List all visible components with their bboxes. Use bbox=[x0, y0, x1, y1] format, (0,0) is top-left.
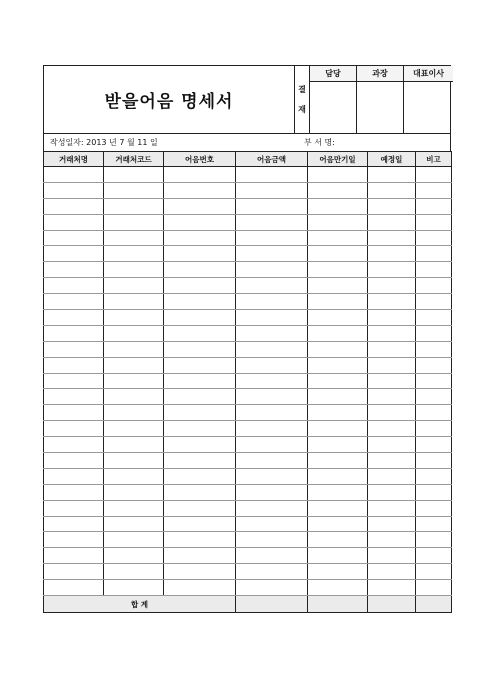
table-row bbox=[44, 294, 452, 310]
info-row bbox=[43, 133, 451, 151]
table-cell[interactable] bbox=[236, 468, 308, 484]
table-cell[interactable] bbox=[308, 167, 368, 183]
table-header-row bbox=[44, 152, 452, 167]
col-header-remarks: 비고 bbox=[416, 152, 452, 167]
table-cell[interactable] bbox=[164, 325, 236, 341]
table-row bbox=[44, 310, 452, 326]
table-cell[interactable] bbox=[308, 516, 368, 532]
table-cell[interactable] bbox=[44, 500, 104, 516]
table-cell[interactable] bbox=[236, 325, 308, 341]
table-cell[interactable] bbox=[368, 516, 416, 532]
table-cell[interactable] bbox=[308, 198, 368, 214]
table-cell[interactable] bbox=[308, 437, 368, 453]
table-row bbox=[44, 405, 452, 421]
table-cell[interactable] bbox=[44, 167, 104, 183]
table-cell[interactable] bbox=[236, 532, 308, 548]
table-cell[interactable] bbox=[164, 167, 236, 183]
approval-head-section-chief: 과장 bbox=[357, 66, 403, 82]
table-cell[interactable] bbox=[164, 532, 236, 548]
table-cell[interactable] bbox=[368, 405, 416, 421]
table-cell[interactable] bbox=[44, 262, 104, 278]
total-row bbox=[44, 596, 452, 613]
table-cell[interactable] bbox=[236, 373, 308, 389]
table-cell[interactable] bbox=[164, 214, 236, 230]
table-cell[interactable] bbox=[104, 516, 164, 532]
table-cell[interactable] bbox=[44, 246, 104, 262]
table-cell[interactable] bbox=[416, 484, 452, 500]
table-cell[interactable] bbox=[308, 564, 368, 580]
table-cell[interactable] bbox=[368, 182, 416, 198]
table-cell[interactable] bbox=[44, 230, 104, 246]
col-header-maturity-date: 어음만기일 bbox=[308, 152, 368, 167]
table-cell[interactable] bbox=[104, 325, 164, 341]
table-cell[interactable] bbox=[416, 516, 452, 532]
table-cell[interactable] bbox=[104, 167, 164, 183]
table-cell[interactable] bbox=[236, 310, 308, 326]
table-cell[interactable] bbox=[164, 500, 236, 516]
table-cell[interactable] bbox=[164, 294, 236, 310]
table-cell[interactable] bbox=[308, 294, 368, 310]
table-cell[interactable] bbox=[44, 182, 104, 198]
table-cell[interactable] bbox=[416, 198, 452, 214]
table-cell[interactable] bbox=[416, 310, 452, 326]
statement-sheet bbox=[43, 65, 451, 613]
table-cell[interactable] bbox=[368, 421, 416, 437]
table-cell[interactable] bbox=[164, 278, 236, 294]
table-cell[interactable] bbox=[416, 262, 452, 278]
table-cell[interactable] bbox=[368, 278, 416, 294]
table-cell[interactable] bbox=[164, 453, 236, 469]
table-cell[interactable] bbox=[164, 421, 236, 437]
table-cell[interactable] bbox=[164, 198, 236, 214]
table-cell[interactable] bbox=[44, 325, 104, 341]
table-cell[interactable] bbox=[308, 580, 368, 596]
department-field: 부 서 명: bbox=[304, 138, 335, 147]
table-cell[interactable] bbox=[368, 357, 416, 373]
table-cell[interactable] bbox=[308, 182, 368, 198]
table-cell[interactable] bbox=[308, 421, 368, 437]
approval-head-ceo: 대표이사 bbox=[404, 66, 453, 82]
table-cell[interactable] bbox=[416, 373, 452, 389]
table-row bbox=[44, 421, 452, 437]
table-cell[interactable] bbox=[368, 230, 416, 246]
table-cell[interactable] bbox=[104, 548, 164, 564]
table-cell[interactable] bbox=[164, 246, 236, 262]
table-cell[interactable] bbox=[104, 421, 164, 437]
table-cell[interactable] bbox=[416, 532, 452, 548]
table-cell[interactable] bbox=[416, 341, 452, 357]
table-row bbox=[44, 246, 452, 262]
header-block bbox=[43, 65, 451, 133]
table-cell[interactable] bbox=[416, 167, 452, 183]
table-cell[interactable] bbox=[236, 564, 308, 580]
table-row bbox=[44, 230, 452, 246]
table-cell[interactable] bbox=[164, 262, 236, 278]
table-cell[interactable] bbox=[308, 468, 368, 484]
table-cell[interactable] bbox=[368, 341, 416, 357]
table-cell[interactable] bbox=[104, 484, 164, 500]
table-row bbox=[44, 564, 452, 580]
table-cell[interactable] bbox=[104, 580, 164, 596]
table-cell[interactable] bbox=[308, 548, 368, 564]
table-cell[interactable] bbox=[368, 532, 416, 548]
table-cell[interactable] bbox=[308, 453, 368, 469]
date-field: 작성일자: 2013 년 7 월 11 일 bbox=[50, 138, 158, 147]
table-cell[interactable] bbox=[308, 230, 368, 246]
table-cell[interactable] bbox=[104, 341, 164, 357]
table-cell[interactable] bbox=[44, 580, 104, 596]
table-cell[interactable] bbox=[104, 214, 164, 230]
table-cell[interactable] bbox=[164, 230, 236, 246]
document-title: 받을어음 명세서 bbox=[104, 92, 234, 112]
total-amount-cell[interactable] bbox=[236, 596, 308, 613]
table-cell[interactable] bbox=[44, 421, 104, 437]
table-cell[interactable] bbox=[236, 294, 308, 310]
total-label: 합 계 bbox=[44, 596, 236, 613]
table-cell[interactable] bbox=[164, 437, 236, 453]
table-cell[interactable] bbox=[368, 246, 416, 262]
table-cell[interactable] bbox=[308, 357, 368, 373]
table-row bbox=[44, 532, 452, 548]
table-cell[interactable] bbox=[44, 357, 104, 373]
table-cell[interactable] bbox=[368, 325, 416, 341]
table-cell[interactable] bbox=[416, 500, 452, 516]
table-cell[interactable] bbox=[416, 468, 452, 484]
table-cell[interactable] bbox=[308, 278, 368, 294]
table-row bbox=[44, 580, 452, 596]
table-cell[interactable] bbox=[44, 341, 104, 357]
table-cell[interactable] bbox=[416, 437, 452, 453]
table-cell[interactable] bbox=[236, 214, 308, 230]
col-header-scheduled-date: 예정일 bbox=[368, 152, 416, 167]
table-row bbox=[44, 500, 452, 516]
table-cell[interactable] bbox=[164, 468, 236, 484]
approval-head-manager: 담당 bbox=[310, 66, 356, 82]
table-cell[interactable] bbox=[164, 548, 236, 564]
table-cell[interactable] bbox=[104, 468, 164, 484]
table-cell[interactable] bbox=[44, 405, 104, 421]
table-cell[interactable] bbox=[416, 246, 452, 262]
table-cell[interactable] bbox=[368, 167, 416, 183]
table-cell[interactable] bbox=[164, 357, 236, 373]
col-header-client-code: 거래처코드 bbox=[104, 152, 164, 167]
table-cell[interactable] bbox=[104, 564, 164, 580]
total-cell bbox=[416, 596, 452, 613]
table-cell[interactable] bbox=[416, 230, 452, 246]
approval-label-bottom: 재 bbox=[298, 104, 306, 114]
table-cell[interactable] bbox=[164, 373, 236, 389]
table-cell[interactable] bbox=[164, 341, 236, 357]
table-row bbox=[44, 325, 452, 341]
table-cell[interactable] bbox=[236, 262, 308, 278]
table-row bbox=[44, 278, 452, 294]
table-cell[interactable] bbox=[368, 294, 416, 310]
table-row bbox=[44, 516, 452, 532]
approval-col-manager bbox=[310, 66, 357, 133]
table-cell[interactable] bbox=[164, 484, 236, 500]
table-cell[interactable] bbox=[368, 564, 416, 580]
table-cell[interactable] bbox=[368, 262, 416, 278]
table-cell[interactable] bbox=[368, 389, 416, 405]
bill-table bbox=[43, 151, 452, 613]
table-cell[interactable] bbox=[104, 182, 164, 198]
total-cell bbox=[308, 596, 368, 613]
table-cell[interactable] bbox=[104, 357, 164, 373]
table-cell[interactable] bbox=[368, 500, 416, 516]
table-cell[interactable] bbox=[416, 294, 452, 310]
table-row bbox=[44, 357, 452, 373]
table-cell[interactable] bbox=[104, 389, 164, 405]
table-cell[interactable] bbox=[308, 325, 368, 341]
table-cell[interactable] bbox=[236, 182, 308, 198]
table-cell[interactable] bbox=[236, 484, 308, 500]
table-cell[interactable] bbox=[104, 500, 164, 516]
table-cell[interactable] bbox=[416, 214, 452, 230]
table-cell[interactable] bbox=[308, 246, 368, 262]
table-cell[interactable] bbox=[44, 516, 104, 532]
table-cell[interactable] bbox=[164, 580, 236, 596]
table-cell[interactable] bbox=[44, 468, 104, 484]
table-cell[interactable] bbox=[308, 373, 368, 389]
table-cell[interactable] bbox=[308, 405, 368, 421]
table-cell[interactable] bbox=[236, 437, 308, 453]
table-cell[interactable] bbox=[416, 389, 452, 405]
table-row bbox=[44, 341, 452, 357]
table-cell[interactable] bbox=[44, 484, 104, 500]
total-cell bbox=[368, 596, 416, 613]
table-cell[interactable] bbox=[236, 548, 308, 564]
table-cell[interactable] bbox=[44, 278, 104, 294]
table-cell[interactable] bbox=[164, 389, 236, 405]
approval-box bbox=[294, 66, 452, 133]
table-cell[interactable] bbox=[368, 580, 416, 596]
approval-col-ceo bbox=[404, 66, 453, 133]
table-cell[interactable] bbox=[368, 468, 416, 484]
table-cell[interactable] bbox=[308, 500, 368, 516]
approval-col-section-chief bbox=[357, 66, 404, 133]
table-cell[interactable] bbox=[308, 484, 368, 500]
table-cell[interactable] bbox=[104, 294, 164, 310]
table-cell[interactable] bbox=[368, 198, 416, 214]
table-cell[interactable] bbox=[104, 405, 164, 421]
table-cell[interactable] bbox=[104, 246, 164, 262]
approval-label-top: 결 bbox=[298, 84, 306, 94]
table-cell[interactable] bbox=[308, 214, 368, 230]
table-cell[interactable] bbox=[104, 532, 164, 548]
table-row bbox=[44, 167, 452, 183]
table-cell[interactable] bbox=[236, 421, 308, 437]
table-cell[interactable] bbox=[236, 167, 308, 183]
col-header-bill-amount: 어음금액 bbox=[236, 152, 308, 167]
table-row bbox=[44, 453, 452, 469]
table-row bbox=[44, 468, 452, 484]
table-cell[interactable] bbox=[236, 500, 308, 516]
table-row bbox=[44, 437, 452, 453]
table-cell[interactable] bbox=[308, 389, 368, 405]
table-cell[interactable] bbox=[416, 453, 452, 469]
table-cell[interactable] bbox=[236, 405, 308, 421]
table-cell[interactable] bbox=[236, 198, 308, 214]
table-cell[interactable] bbox=[236, 357, 308, 373]
table-cell[interactable] bbox=[44, 532, 104, 548]
table-cell[interactable] bbox=[164, 310, 236, 326]
table-row bbox=[44, 389, 452, 405]
table-cell[interactable] bbox=[44, 294, 104, 310]
table-cell[interactable] bbox=[44, 373, 104, 389]
table-cell[interactable] bbox=[104, 198, 164, 214]
table-row bbox=[44, 373, 452, 389]
table-cell[interactable] bbox=[416, 357, 452, 373]
table-cell[interactable] bbox=[368, 453, 416, 469]
table-cell[interactable] bbox=[44, 389, 104, 405]
table-cell[interactable] bbox=[368, 437, 416, 453]
table-cell[interactable] bbox=[104, 437, 164, 453]
table-cell[interactable] bbox=[164, 516, 236, 532]
table-row bbox=[44, 262, 452, 278]
table-cell[interactable] bbox=[308, 262, 368, 278]
table-cell[interactable] bbox=[308, 310, 368, 326]
table-cell[interactable] bbox=[164, 405, 236, 421]
table-cell[interactable] bbox=[104, 262, 164, 278]
table-cell[interactable] bbox=[44, 437, 104, 453]
table-cell[interactable] bbox=[104, 453, 164, 469]
table-cell[interactable] bbox=[104, 373, 164, 389]
table-cell[interactable] bbox=[416, 182, 452, 198]
table-cell[interactable] bbox=[104, 310, 164, 326]
table-cell[interactable] bbox=[416, 278, 452, 294]
table-cell[interactable] bbox=[368, 373, 416, 389]
table-cell[interactable] bbox=[104, 278, 164, 294]
table-cell[interactable] bbox=[416, 548, 452, 564]
col-header-bill-number: 어음번호 bbox=[164, 152, 236, 167]
table-cell[interactable] bbox=[44, 310, 104, 326]
table-cell[interactable] bbox=[368, 548, 416, 564]
table-cell[interactable] bbox=[416, 325, 452, 341]
table-row bbox=[44, 182, 452, 198]
col-header-client-name: 거래처명 bbox=[44, 152, 104, 167]
approval-label bbox=[295, 66, 310, 133]
table-cell[interactable] bbox=[368, 484, 416, 500]
table-cell[interactable] bbox=[416, 580, 452, 596]
table-cell[interactable] bbox=[368, 310, 416, 326]
table-cell[interactable] bbox=[236, 389, 308, 405]
table-cell[interactable] bbox=[104, 230, 164, 246]
table-cell[interactable] bbox=[308, 532, 368, 548]
table-row bbox=[44, 198, 452, 214]
table-cell[interactable] bbox=[44, 548, 104, 564]
table-row bbox=[44, 214, 452, 230]
table-cell[interactable] bbox=[368, 214, 416, 230]
table-cell[interactable] bbox=[236, 580, 308, 596]
table-cell[interactable] bbox=[164, 564, 236, 580]
table-cell[interactable] bbox=[44, 214, 104, 230]
table-cell[interactable] bbox=[164, 182, 236, 198]
table-cell[interactable] bbox=[416, 421, 452, 437]
table-cell[interactable] bbox=[236, 246, 308, 262]
table-cell[interactable] bbox=[236, 341, 308, 357]
table-cell[interactable] bbox=[236, 278, 308, 294]
table-cell[interactable] bbox=[236, 516, 308, 532]
table-cell[interactable] bbox=[416, 564, 452, 580]
table-cell[interactable] bbox=[44, 564, 104, 580]
table-cell[interactable] bbox=[416, 405, 452, 421]
table-cell[interactable] bbox=[236, 230, 308, 246]
table-cell[interactable] bbox=[308, 341, 368, 357]
table-row bbox=[44, 548, 452, 564]
table-cell[interactable] bbox=[236, 453, 308, 469]
table-row bbox=[44, 484, 452, 500]
table-cell[interactable] bbox=[44, 453, 104, 469]
table-cell[interactable] bbox=[44, 198, 104, 214]
